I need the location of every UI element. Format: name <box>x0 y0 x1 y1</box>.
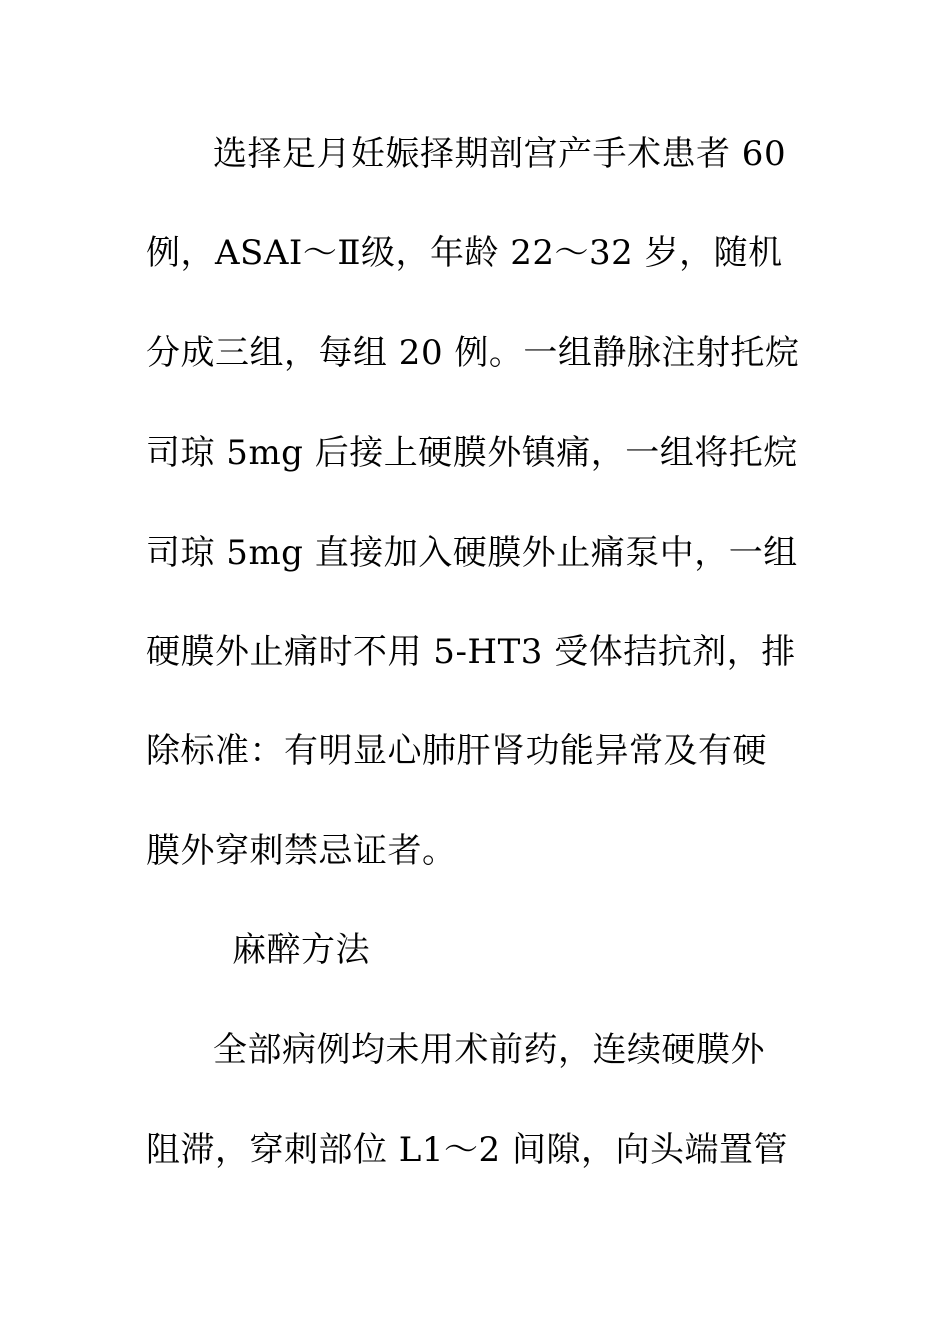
paragraph-1-line-5: 司琼 5mg 直接加入硬膜外止痛泵中，一组 <box>146 533 798 573</box>
paragraph-1-line-8: 膜外穿刺禁忌证者。 <box>146 831 457 871</box>
paragraph-1-line-1: 选择足月妊娠择期剖宫产手术患者 60 <box>213 134 787 174</box>
paragraph-1-line-2: 例，ASAⅠ～Ⅱ级，年龄 22～32 岁，随机 <box>146 233 783 273</box>
section-heading: 麻醉方法 <box>232 930 370 970</box>
paragraph-1-line-6: 硬膜外止痛时不用 5-HT3 受体拮抗剂，排 <box>146 632 796 672</box>
paragraph-2-line-2: 阻滞，穿刺部位 L1～2 间隙，向头端置管 <box>146 1130 788 1170</box>
paragraph-2-line-1: 全部病例均未用术前药，连续硬膜外 <box>213 1030 765 1070</box>
paragraph-1-line-3: 分成三组，每组 20 例。一组静脉注射托烷 <box>146 333 800 373</box>
paragraph-1-line-7: 除标准：有明显心肺肝肾功能异常及有硬 <box>146 731 767 771</box>
paragraph-1-line-4: 司琼 5mg 后接上硬膜外镇痛，一组将托烷 <box>146 433 798 473</box>
